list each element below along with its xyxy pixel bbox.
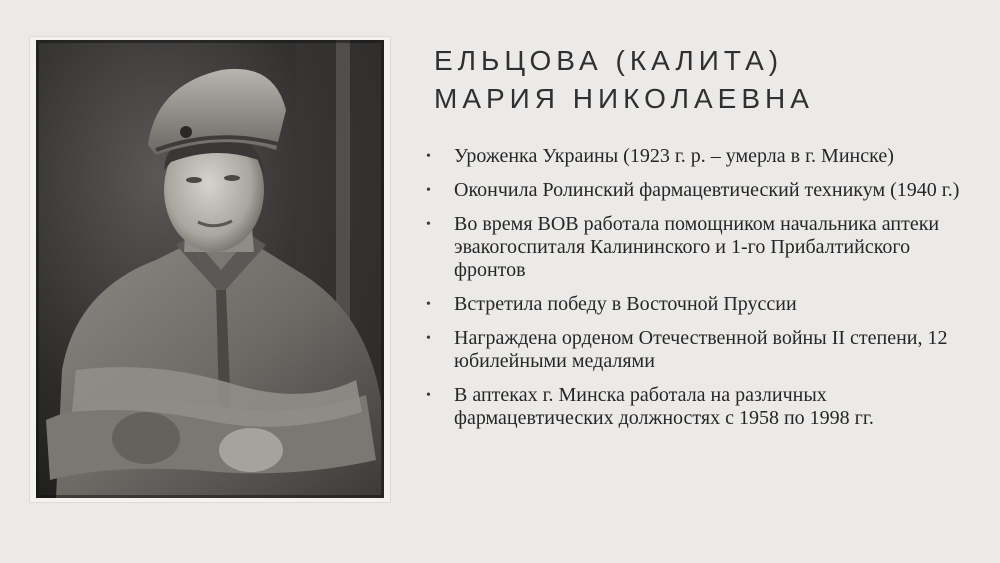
bullet-icon: • [426, 388, 431, 403]
bullet-icon: • [426, 183, 431, 198]
title-line-name: МАРИЯ НИКОЛАЕВНА [434, 83, 814, 114]
page-title [434, 42, 974, 118]
bullet-icon: • [426, 331, 431, 346]
list-item [424, 179, 984, 202]
list-item [424, 293, 984, 316]
list-item-text: В аптеках г. Минска работала на различных фармацевтических должностях с 1958 по 1998 гг. [454, 384, 874, 429]
portrait-photo [30, 37, 390, 502]
list-item [424, 213, 984, 282]
list-item-text: Во время ВОВ работала помощником начальника аптеки эвакогоспиталя Калининского и 1-го Прибалтийского фронтов [454, 213, 940, 281]
list-item-text: Окончила Ролинский фармацевтический техникум (1940 г.) [454, 179, 960, 201]
list-item [424, 384, 984, 430]
list-item-text: Уроженка Украины (1923 г. р. – умерла в г. Минске) [454, 145, 894, 167]
list-item [424, 327, 984, 373]
bullet-list [424, 145, 984, 441]
list-item-text: Награждена орденом Отечественной войны II степени, 12 юбилейными медалями [454, 327, 948, 372]
title-line-surname: ЕЛЬЦОВА (КАЛИТА) [434, 45, 784, 76]
bullet-icon: • [426, 149, 431, 164]
list-item [424, 145, 984, 168]
bullet-icon: • [426, 297, 431, 312]
list-item-text: Встретила победу в Восточной Пруссии [454, 293, 797, 315]
bullet-icon: • [426, 217, 431, 232]
portrait-image [36, 40, 384, 498]
